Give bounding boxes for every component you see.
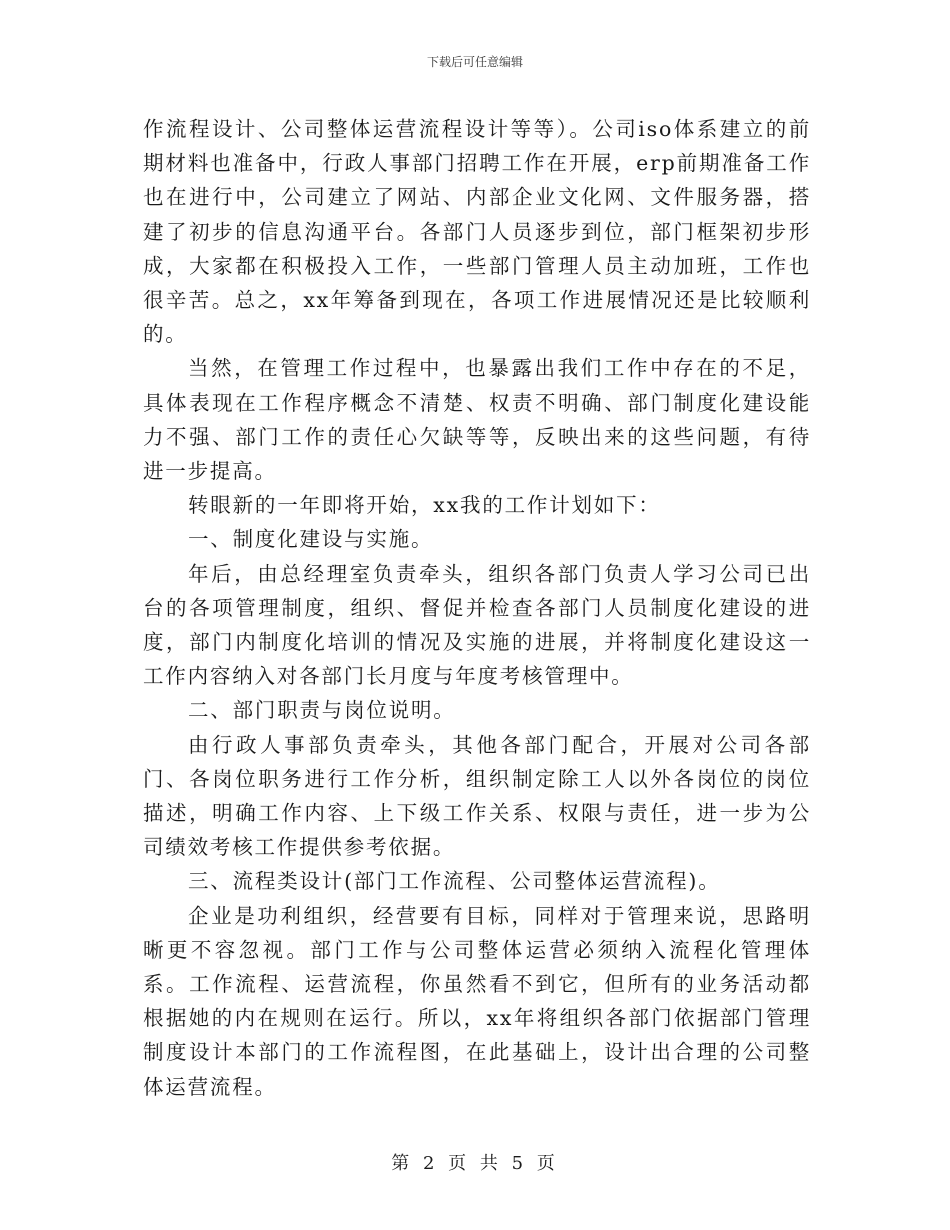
document-body [143, 112, 811, 1104]
paragraph-shortcomings: 当然，在管理工作过程中，也暴露出我们工作中存在的不足，具体表现在工作程序概念不清楚、权责不明确、部门制度化建设能力不强、部门工作的责任心欠缺等等，反映出来的这些问题，有待进一步提高。 [143, 356, 811, 484]
paragraph-plan-intro: 转眼新的一年即将开始，xx我的工作计划如下： [188, 493, 661, 518]
section-heading-1: 一、制度化建设与实施。 [188, 527, 434, 552]
section-heading-2: 二、部门职责与岗位说明。 [188, 698, 456, 723]
paragraph-continuation: 作流程设计、公司整体运营流程设计等等）。公司iso体系建立的前期材料也准备中，行政人事部门招聘工作在开展，erp前期准备工作也在进行中，公司建立了网站、内部企业文化网、文件服务器，搭建了初步的信息沟通平台。各部门人员逐步到位，部门框架初步形成，大家都在积极投入工作，一些部门管理人员主动加班，工作也很辛苦。总之，xx年筹备到现在，各项工作进展情况还是比较顺利的。 [143, 117, 811, 347]
paragraph-section-2: 由行政人事部负责牵头，其他各部门配合，开展对公司各部门、各岗位职务进行工作分析，组织制定除工人以外各岗位的岗位描述，明确工作内容、上下级工作关系、权限与责任，进一步为公司绩效考核工作提供参考依据。 [143, 732, 811, 860]
page-header: 下载后可任意编辑 [426, 55, 523, 69]
page-number-footer: 第 2 页 共 5 页 [391, 1153, 559, 1174]
paragraph-section-3: 企业是功利组织，经营要有目标，同样对于管理来说，思路明晰更不容忽视。部门工作与公司整体运营必须纳入流程化管理体系。工作流程、运营流程，你虽然看不到它，但所有的业务活动都根据她的内在规则在运行。所以，xx年将组织各部门依据部门管理制度设计本部门的工作流程图，在此基础上，设计出合理的公司整体运营流程。 [143, 903, 811, 1099]
paragraph-section-1: 年后，由总经理室负责牵头，组织各部门负责人学习公司已出台的各项管理制度，组织、督促并检查各部门人员制度化建设的进度，部门内制度化培训的情况及实施的进展，并将制度化建设这一工作内容纳入对各部门长月度与年度考核管理中。 [143, 561, 811, 689]
section-heading-3: 三、流程类设计(部门工作流程、公司整体运营流程)。 [188, 869, 721, 894]
